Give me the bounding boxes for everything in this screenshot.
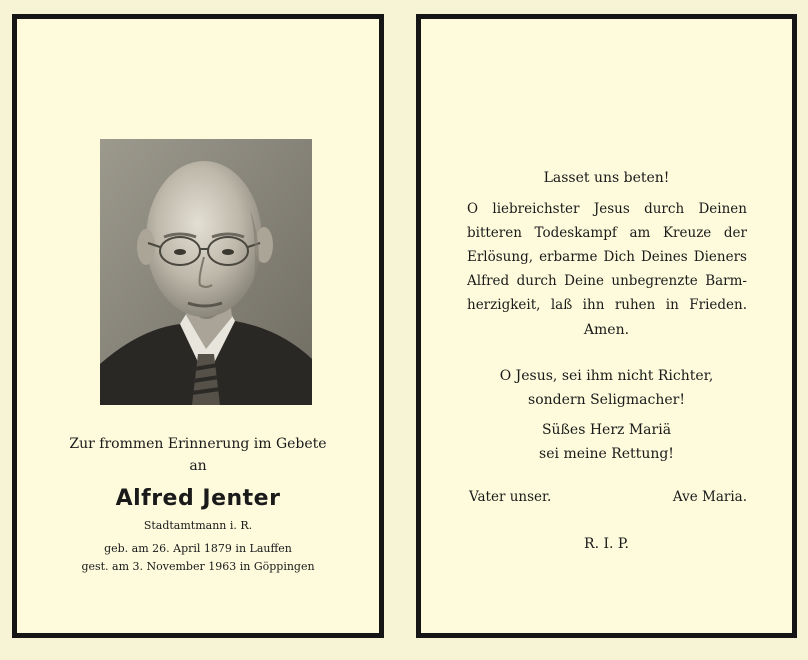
deceased-name: Alfred Jenter xyxy=(115,486,281,511)
death-info: gest. am 3. November 1963 in Göppingen xyxy=(81,560,315,573)
closing-left: Vater unser. xyxy=(469,489,552,505)
prayer-amen: Amen. xyxy=(583,322,630,338)
portrait-photo xyxy=(100,139,312,405)
portrait-image xyxy=(100,139,312,405)
prayer-heading: Lasset uns beten! xyxy=(543,170,670,186)
intro-line-2: an xyxy=(189,458,207,474)
closing-prayers xyxy=(469,489,747,505)
invocation-line-4: sei meine Rettung! xyxy=(539,446,674,462)
closing-right: Ave Maria. xyxy=(672,489,747,505)
intro-line-1: Zur frommen Erinnerung im Gebete xyxy=(69,436,327,452)
invocation-line-3: Süßes Herz Mariä xyxy=(541,422,672,438)
prayer-line: Alfred durch Deine unbegrenzte Barm- xyxy=(467,273,747,289)
prayer-line: Erlösung, erbarme Dich Deines Dieners xyxy=(467,249,747,265)
prayer-text xyxy=(467,197,747,317)
invocation-line-2: sondern Seligmacher! xyxy=(528,392,685,408)
memorial-card-front xyxy=(12,14,384,638)
prayer-line: herzigkeit, laß ihn ruhen in Frieden. xyxy=(467,297,747,313)
invocation-line-1: O Jesus, sei ihm nicht Richter, xyxy=(499,368,714,384)
birth-info: geb. am 26. April 1879 in Lauffen xyxy=(104,542,292,555)
prayer-line: bitteren Todeskampf am Kreuze der xyxy=(467,225,747,241)
rip-text: R. I. P. xyxy=(584,536,629,552)
prayer-line: O liebreichster Jesus durch Deinen xyxy=(467,201,747,217)
deceased-title: Stadtamtmann i. R. xyxy=(143,519,253,532)
memorial-card-back xyxy=(416,14,797,638)
